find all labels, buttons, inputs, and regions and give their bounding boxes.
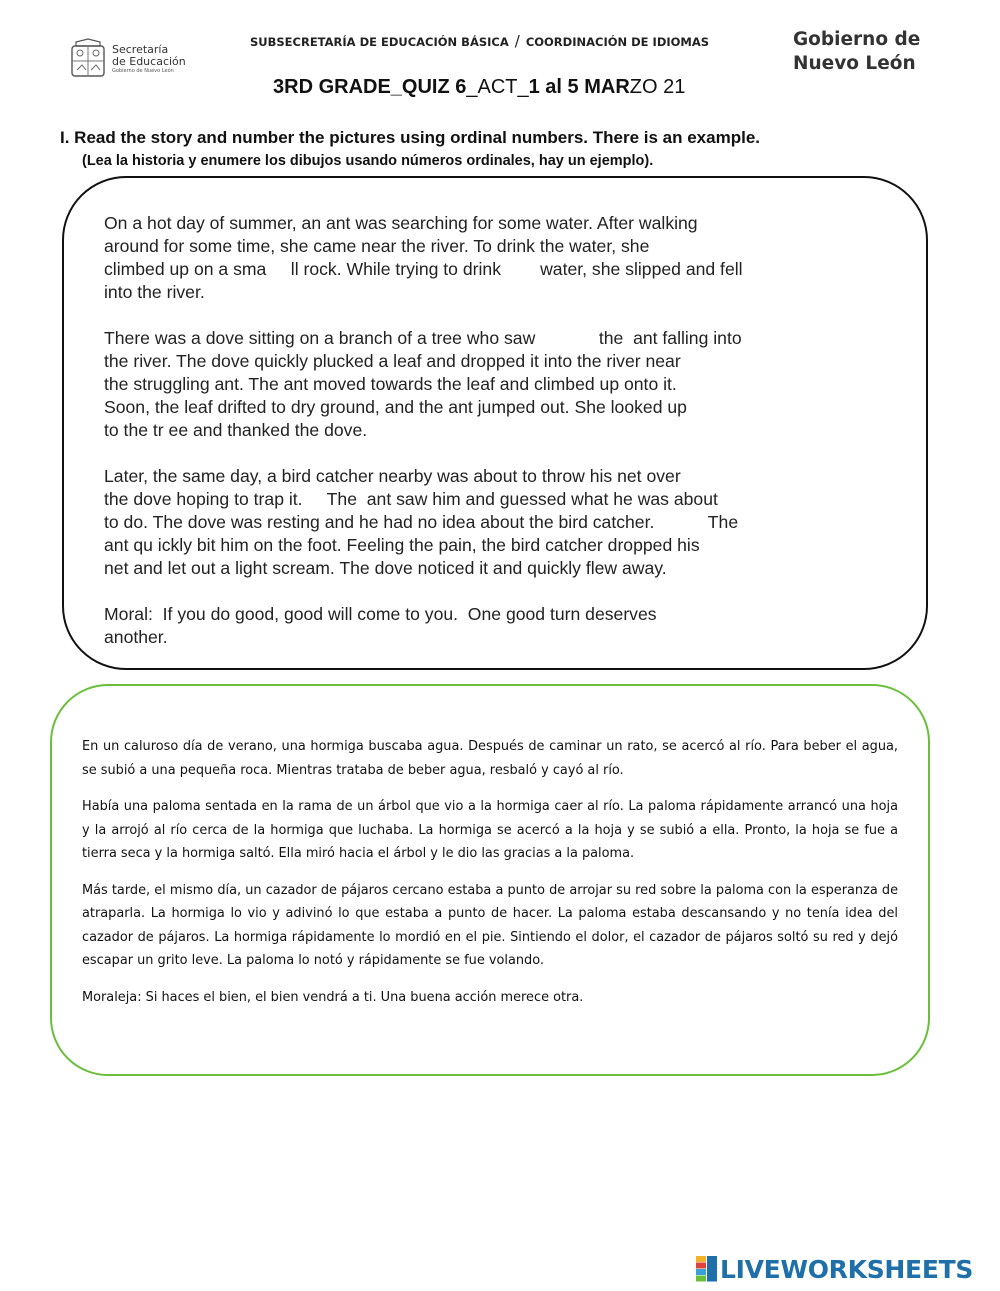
english-story [104, 212, 894, 672]
title-quiz: _QUIZ 6 [390, 76, 467, 98]
gobierno-logo [793, 28, 920, 76]
story-en-moral [104, 603, 894, 649]
story-es-paragraph-1: En un caluroso día de verano, una hormiga buscaba agua. Después de caminar un rato, se acercó al río. Para beber el agua, se subió a una pequeña roca. Mientras trataba de beber agua, resbaló y cayó al río. [82, 739, 898, 778]
title-date-rest: ZO 21 [629, 76, 686, 98]
state-seal-icon [68, 38, 108, 82]
instruction-english: I. Read the story and number the pictures using ordinal numbers. There is an example. [60, 128, 760, 147]
spanish-story [82, 735, 898, 1022]
story-es-paragraph-3: Más tarde, el mismo día, un cazador de pájaros cercano estaba a punto de arrojar su red sobre la paloma con la esperanza de atraparla. La hormiga lo vio y adivinó lo que estaba a punto de hacer. La paloma estaba descansando y no tenía idea del cazador de pájaros. La hormiga rápidamente lo mordió en el pie. Sintiendo el dolor, el cazador de pájaros soltó su red y dejó escapar un grito leve. La paloma lo notó y rápidamente se fue volando. [82, 882, 898, 968]
secretaria-line2: de Educación [112, 55, 186, 68]
subsecretaria-line [250, 32, 709, 50]
secretaria-line1: Secretaría [112, 43, 169, 56]
top-line-separator: / [514, 32, 520, 50]
text-line: Soon, the leaf drifted to dry ground, and the ant jumped out. She looked up [104, 397, 687, 417]
story-en-paragraph-3 [104, 465, 894, 580]
story-es-paragraph-2: Había una paloma sentada en la rama de un árbol que vio a la hormiga caer al río. La paloma rápidamente arrancó una hoja y la arrojó al río cerca de la hormiga que luchaba. La hormiga se acercó a la hoja y se subió a ella. Pronto, la hoja se fue a tierra seca y la hormiga saltó. Ella miró hacia el árbol y le dio las gracias a la paloma. [82, 799, 898, 861]
story-en-paragraph-2 [104, 327, 894, 442]
text-line: into the river. [104, 282, 205, 302]
title-date-bold: 1 al 5 MAR [528, 76, 630, 98]
story-en-paragraph-1 [104, 212, 894, 304]
text-line: to the tr ee and thanked the dove. [104, 420, 368, 440]
secretaria-logo [68, 38, 208, 84]
text-line: climbed up on a sma ll rock. While trying to drink water, she slipped and fell [104, 259, 743, 279]
subsecretaria-text: SUBSECRETARÍA DE EDUCACIÓN BÁSICA [250, 35, 509, 49]
text-line: to do. The dove was resting and he had no idea about the bird catcher. The [104, 512, 739, 532]
text-line: net and let out a light scream. The dove noticed it and quickly flew away. [104, 558, 667, 578]
page-title [273, 76, 685, 99]
liveworksheets-logo[interactable] [696, 1255, 973, 1283]
gobierno-line2: Nuevo León [793, 53, 916, 74]
text-line: another. [104, 627, 168, 647]
liveworksheets-icon [696, 1256, 718, 1282]
text-line: the struggling ant. The ant moved towards the leaf and climbed up onto it. [104, 374, 677, 394]
text-line: ant qu ickly bit him on the foot. Feeling the pain, the bird catcher dropped his [104, 535, 700, 555]
secretaria-small: Gobierno de Nuevo León [112, 68, 174, 74]
title-grade: 3RD GRADE [273, 76, 391, 98]
text-line: Later, the same day, a bird catcher nearby was about to throw his net over [104, 466, 681, 486]
text-line: around for some time, she came near the river. To drink the water, she [104, 236, 650, 256]
text-line: the dove hoping to trap it. The ant saw him and guessed what he was about [104, 489, 718, 509]
gobierno-line1: Gobierno de [793, 29, 921, 50]
coordinacion-text: COORDINACIÓN DE IDIOMAS [525, 35, 710, 49]
text-line: On a hot day of summer, an ant was searching for some water. After walking [104, 213, 698, 233]
text-line: There was a dove sitting on a branch of a tree who saw the ant falling into [104, 328, 742, 348]
text-line: Moral: If you do good, good will come to you. One good turn deserves [104, 604, 657, 624]
liveworksheets-text: LIVEWORKSHEETS [720, 1254, 974, 1284]
title-act: _ACT_ [466, 76, 529, 98]
story-es-moral: Moraleja: Si haces el bien, el bien vendrá a ti. Una buena acción merece otra. [82, 989, 584, 1005]
instruction-spanish: (Lea la historia y enumere los dibujos usando números ordinales, hay un ejemplo). [82, 153, 654, 169]
text-line: the river. The dove quickly plucked a leaf and dropped it into the river near [104, 351, 681, 371]
